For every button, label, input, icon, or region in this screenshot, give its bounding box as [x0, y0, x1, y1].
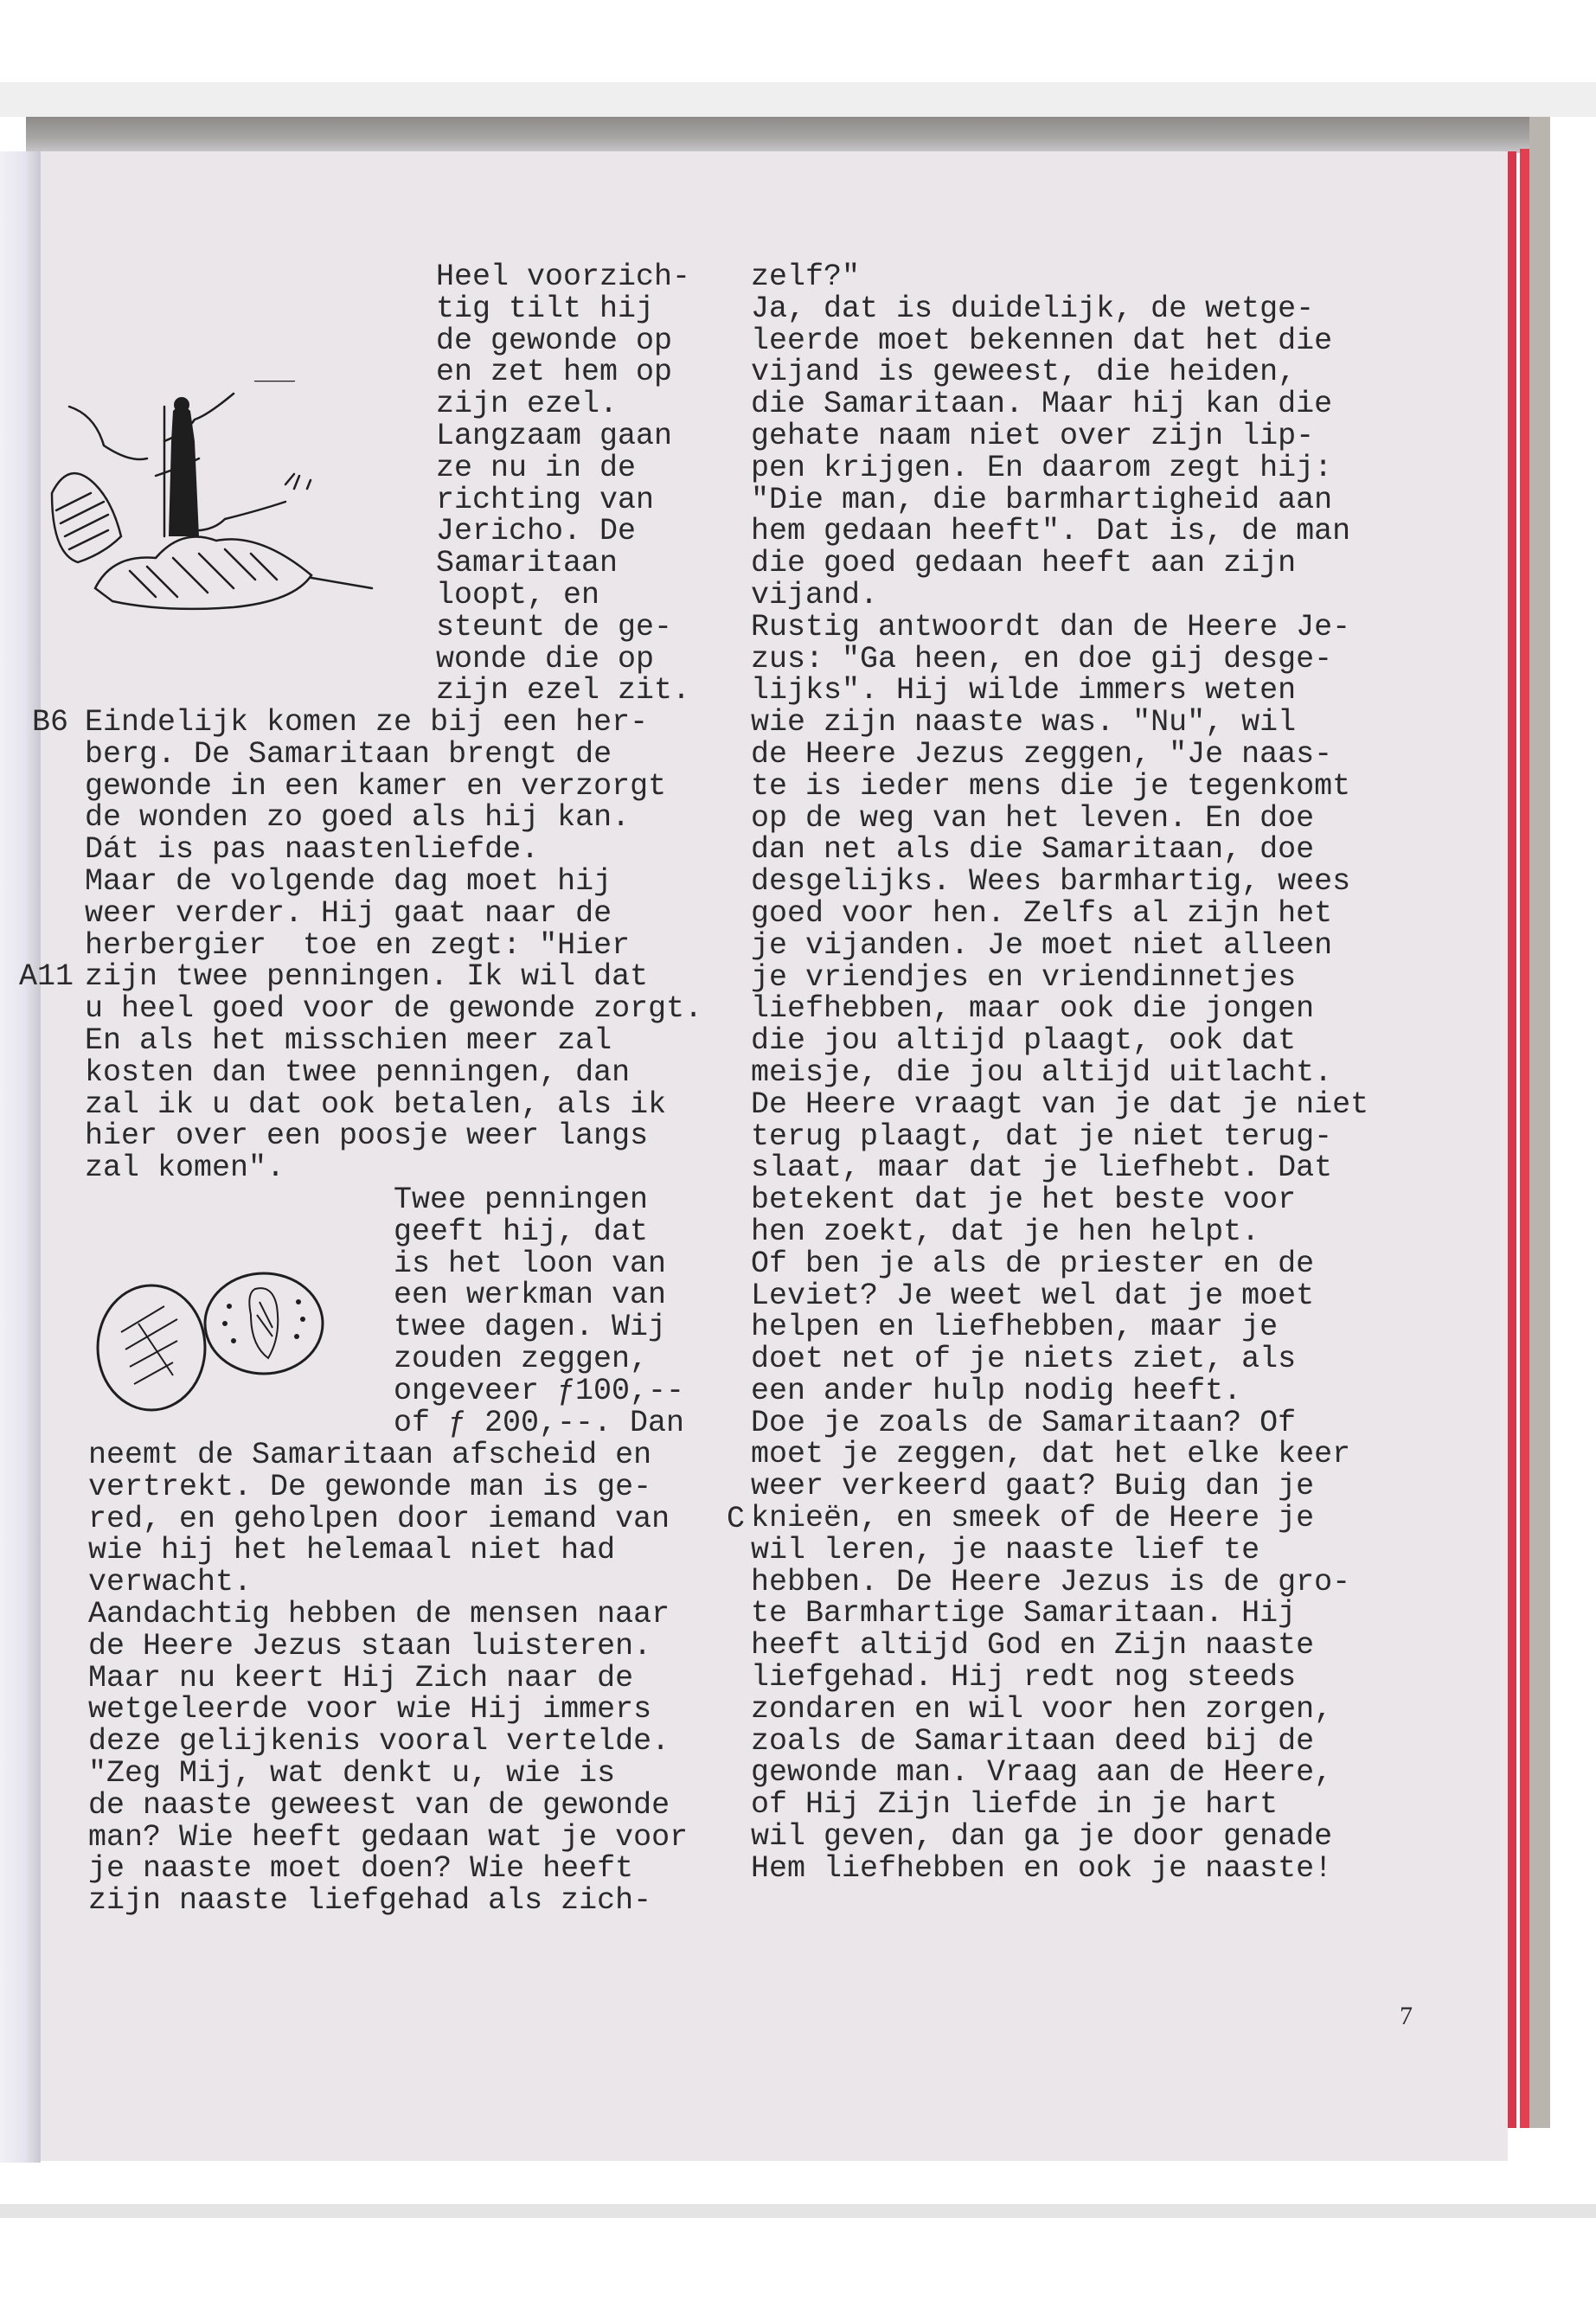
scan-background-band [0, 82, 1596, 117]
text-line: je naaste moet doen? Wie heeft [88, 1851, 634, 1887]
text-line: slaat, maar dat je liefhebt. Dat [751, 1150, 1333, 1186]
text-line: zijn twee penningen. Ik wil dat [85, 959, 649, 995]
margin-marker-a11: A11 [19, 959, 74, 994]
text-line: Twee penningen [394, 1183, 649, 1217]
text-line: richting van [436, 482, 655, 517]
text-line: berg. De Samaritaan brengt de [85, 736, 612, 772]
text-line: Langzaam gaan [436, 418, 673, 453]
text-line: wonde die op [436, 641, 655, 676]
text-line: dan net als die Samaritaan, doe [751, 832, 1315, 868]
text-line: verwacht. [88, 1565, 253, 1600]
text-line: gewonde in een kamer en verzorgt [85, 768, 667, 804]
text-line: zelf?" [751, 260, 861, 294]
text-line: of Hij Zijn liefde in je hart [751, 1787, 1279, 1823]
left-column-text-block-2 [85, 707, 702, 1184]
text-line: een ander hulp nodig heeft. [751, 1373, 1242, 1408]
text-line: leerde moet bekennen dat het die [751, 323, 1333, 358]
text-line: steunt de ge- [436, 609, 673, 644]
text-line: man? Wie heeft gedaan wat je voor [88, 1819, 689, 1855]
text-line: u heel goed voor de gewonde zorgt. [85, 991, 703, 1027]
text-line: een werkman van [394, 1278, 667, 1313]
text-line: desgelijks. Wees barmhartig, wees [751, 864, 1351, 900]
text-line: herbergier toe en zegt: "Hier [85, 927, 631, 963]
scan-background-band-bottom [0, 2204, 1596, 2218]
text-line: die jou altijd plaagt, ook dat [751, 1023, 1297, 1059]
text-line: weer verkeerd gaat? Buig dan je [751, 1469, 1315, 1504]
text-line: op de weg van het leven. En doe [751, 800, 1315, 836]
samaritan-illustration [35, 381, 415, 614]
text-line: Samaritaan [436, 546, 619, 581]
left-column-text-block-3 [394, 1184, 684, 1439]
text-line: Doe je zoals de Samaritaan? Of [751, 1405, 1297, 1440]
text-line: betekent dat je het beste voor [751, 1183, 1297, 1218]
text-line: die goed gedaan heeft aan zijn [751, 546, 1297, 581]
text-line: Heel voorzich- [436, 260, 691, 294]
text-line: lijks". Hij wilde immers weten [751, 673, 1297, 708]
text-line: weer verder. Hij gaat naar de [85, 895, 612, 931]
text-line: zijn ezel. [436, 387, 619, 422]
text-line: hebben. De Heere Jezus is de gro- [751, 1564, 1351, 1599]
text-line: vijand. [751, 577, 879, 612]
text-line: je vriendjes en vriendinnetjes [751, 959, 1297, 995]
text-line: De Heere vraagt van je dat je niet [751, 1086, 1369, 1122]
text-line: wie hij het helemaal niet had [88, 1533, 616, 1568]
book-cover-right-edge [1529, 117, 1550, 2128]
text-line: "Zeg Mij, wat denkt u, wie is [88, 1755, 616, 1791]
text-line: Leviet? Je weet wel dat je moet [751, 1278, 1315, 1313]
book-cover-top-edge [26, 117, 1550, 153]
text-line: de wonden zo goed als hij kan. [85, 800, 631, 836]
text-line: de Heere Jezus zeggen, "Je naas- [751, 736, 1333, 772]
text-line: Hem liefhebben en ook je naaste! [751, 1850, 1333, 1886]
text-line: kosten dan twee penningen, dan [85, 1054, 631, 1090]
text-line: liefgehad. Hij redt nog steeds [751, 1660, 1297, 1695]
margin-marker-b6: B6 [32, 705, 69, 740]
text-line: gewonde man. Vraag aan de Heere, [751, 1755, 1333, 1791]
text-line: loopt, en [436, 577, 600, 612]
text-line: gehate naam niet over zijn lip- [751, 418, 1315, 453]
text-line: moet je zeggen, dat het elke keer [751, 1437, 1351, 1472]
text-line: neemt de Samaritaan afscheid en [88, 1438, 652, 1472]
text-line: zoals de Samaritaan deed bij de [751, 1723, 1315, 1759]
text-line: je vijanden. Je moet niet alleen [751, 927, 1333, 963]
text-line: de naaste geweest van de gewonde [88, 1787, 670, 1823]
text-line: zus: "Ga heen, en doe gij desge- [751, 641, 1333, 676]
text-line: te Barmhartige Samaritaan. Hij [751, 1596, 1297, 1631]
text-line: heeft altijd God en Zijn naaste [751, 1628, 1315, 1663]
text-line: Jericho. De [436, 514, 637, 549]
text-line: helpen en liefhebben, maar je [751, 1310, 1279, 1345]
text-line: red, en geholpen door iemand van [88, 1501, 670, 1536]
text-line: geeft hij, dat [394, 1214, 649, 1249]
text-line: is het loon van [394, 1246, 667, 1281]
text-line: Maar de volgende dag moet hij [85, 863, 612, 899]
text-line: zondaren en wil voor hen zorgen, [751, 1691, 1333, 1727]
text-line: En als het misschien meer zal [85, 1022, 612, 1058]
coins-illustration [91, 1263, 359, 1414]
text-line: zijn ezel zit. [436, 673, 691, 708]
text-line: Aandachtig hebben de mensen naar [88, 1596, 670, 1631]
text-line: doet net of je niets ziet, als [751, 1342, 1297, 1377]
page-number: 7 [1400, 2002, 1413, 2030]
text-line: wie zijn naaste was. "Nu", wil [751, 705, 1297, 740]
text-line: ze nu in de [436, 450, 637, 485]
text-line: zijn naaste liefgehad als zich- [88, 1883, 652, 1919]
text-line: terug plaagt, dat je niet terug- [751, 1118, 1333, 1154]
text-line: knieën, en smeek of de Heere je [751, 1501, 1315, 1536]
text-line: zal ik u dat ook betalen, als ik [85, 1086, 667, 1122]
text-line: hier over een poosje weer langs [85, 1118, 649, 1154]
text-line: Eindelijk komen ze bij een her- [85, 705, 649, 740]
text-line: twee dagen. Wij [394, 1310, 667, 1345]
text-line: tig tilt hij [436, 291, 655, 326]
text-line: pen krijgen. En daarom zegt hij: [751, 450, 1333, 485]
text-line: wetgeleerde voor wie Hij immers [88, 1692, 652, 1727]
text-line: Of ben je als de priester en de [751, 1246, 1315, 1281]
text-line: en zet hem op [436, 355, 673, 390]
text-line: die Samaritaan. Maar hij kan die [751, 387, 1333, 422]
text-line: Rustig antwoordt dan de Heere Je- [751, 609, 1351, 644]
text-line: deze gelijkenis vooral vertelde. [88, 1724, 670, 1759]
text-line: hem gedaan heeft". Dat is, de man [751, 514, 1351, 549]
text-line: de gewonde op [436, 323, 673, 358]
margin-marker-c: C [727, 1502, 746, 1536]
text-line: "Die man, die barmhartigheid aan [751, 482, 1333, 517]
text-line: hen zoekt, dat je hen helpt. [751, 1214, 1260, 1249]
text-line: wil geven, dan ga je door genade [751, 1819, 1333, 1855]
text-line: of ƒ 200,--. Dan [394, 1405, 685, 1440]
text-line: de Heere Jezus staan luisteren. [88, 1628, 652, 1663]
text-line: meisje, die jou altijd uitlacht. [751, 1054, 1333, 1090]
text-line: zouden zeggen, [394, 1341, 649, 1376]
text-line: vertrekt. De gewonde man is ge- [88, 1469, 652, 1504]
left-column-text-block-4 [88, 1439, 688, 1917]
text-line: te is ieder mens die je tegenkomt [751, 768, 1351, 804]
left-column-text-block-1 [436, 261, 690, 707]
text-line: Maar nu keert Hij Zich naar de [88, 1660, 634, 1695]
red-page-edge-stripe [1520, 149, 1529, 2128]
right-column-text [751, 261, 1368, 1885]
text-line: goed voor hen. Zelfs al zijn het [751, 895, 1333, 931]
text-line: liefhebben, maar ook die jongen [751, 991, 1315, 1027]
text-line: vijand is geweest, die heiden, [751, 355, 1297, 390]
text-line: wil leren, je naaste lief te [751, 1532, 1260, 1567]
text-line: ongeveer ƒ100,-- [394, 1373, 685, 1408]
red-page-edge-stripe [1508, 151, 1516, 2128]
text-line: zal komen". [85, 1150, 285, 1186]
text-line: Ja, dat is duidelijk, de wetge- [751, 291, 1315, 326]
text-line: Dát is pas naastenliefde. [85, 832, 540, 868]
